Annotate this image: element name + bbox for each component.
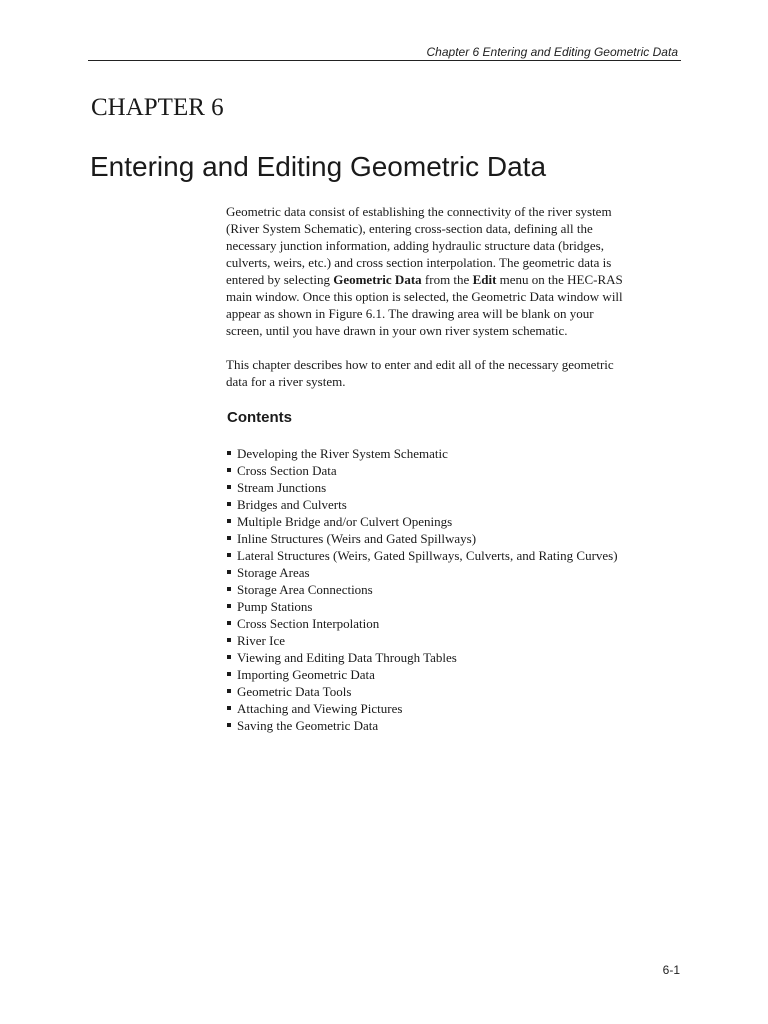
square-bullet-icon [227, 672, 231, 676]
intro-line: main window. Once this option is selected, the Geometric Data window will [226, 289, 623, 304]
contents-item [227, 581, 697, 598]
intro-paragraph [226, 203, 706, 339]
scope-line: data for a river system. [226, 374, 346, 389]
square-bullet-icon [227, 468, 231, 472]
chapter-title: Entering and Editing Geometric Data [90, 151, 547, 182]
menu-reference-edit: Edit [472, 272, 497, 287]
square-bullet-icon [227, 655, 231, 659]
contents-item [227, 513, 697, 530]
contents-item [227, 632, 697, 649]
square-bullet-icon [227, 570, 231, 574]
square-bullet-icon [227, 485, 231, 489]
contents-item-label: Cross Section Interpolation [237, 616, 380, 631]
square-bullet-icon [227, 587, 231, 591]
contents-item-label: Developing the River System Schematic [237, 446, 448, 461]
intro-text: from the [421, 272, 473, 287]
square-bullet-icon [227, 553, 231, 557]
contents-item-label: Stream Junctions [237, 480, 327, 495]
contents-item-label: Lateral Structures (Weirs, Gated Spillways, Culverts, and Rating Curves) [237, 548, 618, 563]
intro-line: culverts, weirs, etc.) and cross section interpolation. The geometric data is [226, 255, 612, 270]
chapter-label: CHAPTER 6 [91, 94, 224, 121]
contents-item-label: River Ice [237, 633, 286, 648]
contents-item-label: Viewing and Editing Data Through Tables [237, 650, 457, 665]
contents-item [227, 496, 697, 513]
square-bullet-icon [227, 621, 231, 625]
contents-item-label: Saving the Geometric Data [237, 718, 379, 733]
contents-item [227, 598, 697, 615]
contents-item-label: Multiple Bridge and/or Culvert Openings [237, 514, 453, 529]
contents-item [227, 479, 697, 496]
contents-item [227, 547, 697, 564]
intro-line: necessary junction information, adding hydraulic structure data (bridges, [226, 238, 604, 253]
square-bullet-icon [227, 638, 231, 642]
menu-item-reference-geometric-data: Geometric Data [333, 272, 422, 287]
square-bullet-icon [227, 604, 231, 608]
intro-line: (River System Schematic), entering cross-section data, defining all the [226, 221, 593, 236]
contents-item [227, 666, 697, 683]
contents-item [227, 615, 697, 632]
contents-item [227, 462, 697, 479]
intro-line: appear as shown in Figure 6.1. The drawing area will be blank on your [226, 306, 594, 321]
contents-item [227, 717, 697, 734]
square-bullet-icon [227, 502, 231, 506]
contents-item [227, 649, 697, 666]
contents-item-label: Importing Geometric Data [237, 667, 375, 682]
contents-item-label: Geometric Data Tools [237, 684, 352, 699]
square-bullet-icon [227, 706, 231, 710]
contents-item-label: Bridges and Culverts [237, 497, 347, 512]
intro-line: Geometric data consist of establishing the connectivity of the river system [226, 204, 612, 219]
contents-list [227, 445, 697, 734]
square-bullet-icon [227, 689, 231, 693]
contents-item [227, 700, 697, 717]
header-divider [88, 60, 681, 61]
page-number: 6-1 [662, 963, 680, 977]
square-bullet-icon [227, 519, 231, 523]
square-bullet-icon [227, 536, 231, 540]
contents-item-label: Pump Stations [237, 599, 313, 614]
contents-item [227, 564, 697, 581]
contents-item-label: Storage Areas [237, 565, 310, 580]
contents-item-label: Cross Section Data [237, 463, 337, 478]
contents-item [227, 530, 697, 547]
contents-item-label: Inline Structures (Weirs and Gated Spillways) [237, 531, 477, 546]
square-bullet-icon [227, 723, 231, 727]
contents-heading: Contents [227, 409, 292, 426]
scope-paragraph [226, 356, 706, 390]
running-header: Chapter 6 Entering and Editing Geometric Data [426, 45, 678, 59]
intro-text: entered by selecting [226, 272, 334, 287]
contents-item [227, 445, 697, 462]
contents-item-label: Storage Area Connections [237, 582, 373, 597]
contents-item-label: Attaching and Viewing Pictures [237, 701, 403, 716]
square-bullet-icon [227, 451, 231, 455]
intro-line: screen, until you have drawn in your own river system schematic. [226, 323, 568, 338]
intro-line [226, 271, 706, 288]
scope-line: This chapter describes how to enter and edit all of the necessary geometric [226, 357, 614, 372]
intro-text: menu on the HEC-RAS [496, 272, 623, 287]
contents-item [227, 683, 697, 700]
